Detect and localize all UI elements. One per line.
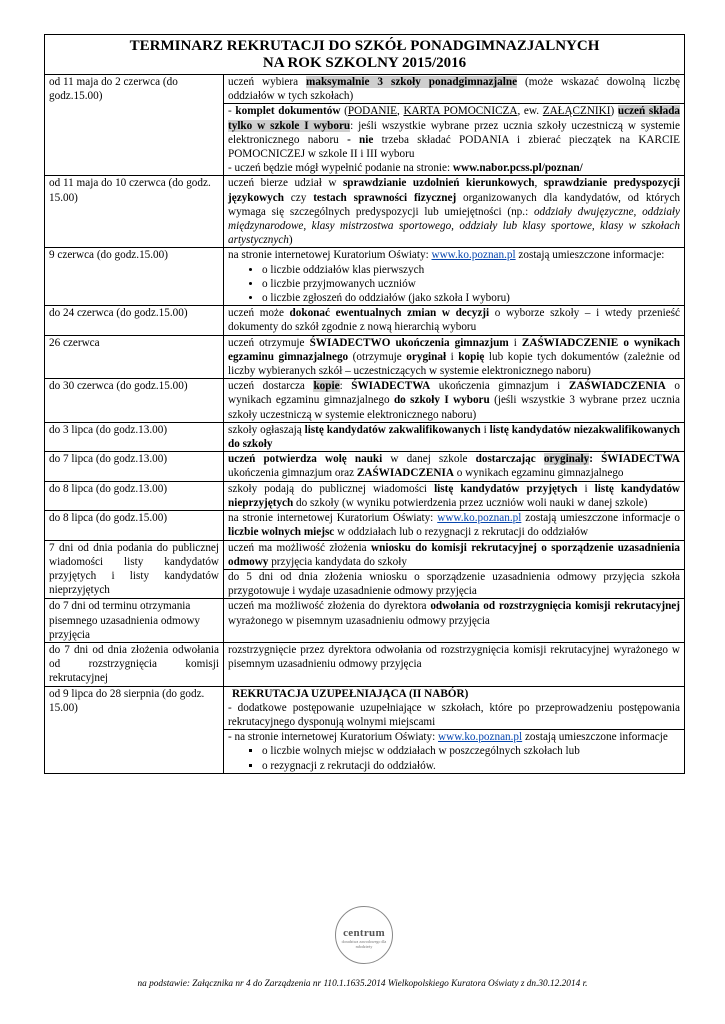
info-list [228, 263, 680, 306]
logo-subtext: doradztwa zawodowego dla młodzieży [341, 939, 387, 949]
schedule-page [44, 34, 685, 774]
table-row [45, 335, 685, 379]
list-item: ▪ o liczbie wolnych miejsc w oddziałach w poszczególnych szkołach lub [262, 744, 680, 758]
section-heading: REKRUTACJA UZUPEŁNIAJĄCA (II NABÓR) [232, 687, 469, 700]
description-cell: rozstrzygnięcie przez dyrektora odwołania od rozstrzygnięcia komisji rekrutacyjnej wyrażonego w pisemnym uzasadnieniu odmowy przyjęcia [224, 642, 685, 686]
highlight-text: uczeń składa tylko w szkole I wyboru [228, 105, 681, 132]
description-cell: na stronie internetowej Kuratorium Oświaty: www.ko.poznan.pl zostają umieszczone informacje o liczbie wolnych miejsc w oddziałach lub o rezygnacji z rekrutacji do oddziałów [224, 511, 685, 540]
description-cell: szkoły podają do publicznej wiadomości listę kandydatów przyjętych i listę kandydatów nieprzyjętych do szkoły (w wyniku potwierdzenia przez uczniów woli nauki w danej szkole) [224, 481, 685, 510]
description-cell [224, 540, 685, 599]
description-cell: szkoły ogłaszają listę kandydatów zakwalifikowanych i listę kandydatów niezakwalifikowanych do szkoły [224, 422, 685, 451]
date-cell: do 7 lipca (do godz.13.00) [45, 452, 224, 481]
date-cell: do 8 lipca (do godz.15.00) [45, 511, 224, 540]
date-cell: do 24 czerwca (do godz.15.00) [45, 306, 224, 335]
date-cell: 9 czerwca (do godz.15.00) [45, 248, 224, 306]
nabor-url: www.nabor.pcss.pl/poznan/ [452, 162, 583, 175]
date-cell: od 11 maja do 10 czerwca (do godz. 15.00) [45, 176, 224, 248]
kuratorium-link[interactable]: www.ko.poznan.pl [437, 512, 522, 525]
logo-text: centrum [343, 927, 385, 939]
description-cell: uczeń może dokonać ewentualnych zmian w decyzji o wyborze szkoły – i wtedy przenieść dokumenty do szkół zgodnie z nową hierarchią wyboru [224, 306, 685, 335]
table-row [45, 642, 685, 686]
kuratorium-link[interactable]: www.ko.poznan.pl [431, 249, 516, 262]
table-row [45, 306, 685, 335]
table-row [45, 176, 685, 248]
description-cell: uczeń otrzymuje ŚWIADECTWO ukończenia gimnazjum i ZAŚWIADCZENIE o wynikach egzaminu gimnazjalnego (otrzymuje oryginał i kopię lub kopie tych dokumentów (zależnie od liczby wybieranych szkół – uczestniczących w systemie elektronicznego naboru) [224, 335, 685, 379]
date-cell: do 3 lipca (do godz.13.00) [45, 422, 224, 451]
title-line-1: TERMINARZ REKRUTACJI DO SZKÓŁ PONADGIMNAZJALNYCH [129, 38, 600, 54]
paragraph: do 5 dni od dnia złożenia wniosku o sporządzenie uzasadnienia odmowy przyjęcia szkoła przygotowuje i wydaje uzasadnienie odmowy przyjęcia [228, 570, 680, 598]
info-list [228, 744, 680, 772]
paragraph: uczeń ma możliwość złożenia wniosku do komisji rekrutacyjnej o sporządzenie uzasadnienia odmowy przyjęcia kandydata do szkoły [224, 541, 684, 570]
highlight-text: kopie [313, 380, 340, 393]
date-cell: 26 czerwca [45, 335, 224, 379]
paragraph: - na stronie internetowej Kuratorium Oświaty: www.ko.poznan.pl zostają umieszczone informacje [228, 731, 668, 744]
date-cell: od 9 lipca do 28 sierpnia (do godz. 15.00) [45, 686, 224, 773]
centrum-logo [335, 906, 393, 964]
kuratorium-link[interactable]: www.ko.poznan.pl [438, 731, 523, 744]
table-row [45, 422, 685, 451]
description-cell [224, 75, 685, 176]
table-row [45, 686, 685, 773]
title-line-2: NA ROK SZKOLNY 2015/2016 [262, 55, 467, 71]
schedule-table [44, 74, 685, 774]
table-row [45, 75, 685, 176]
table-row [45, 248, 685, 306]
description-cell: uczeń ma możliwość złożenia do dyrektora odwołania od rozstrzygnięcia komisji rekrutacyjnej wyrażonego w pisemnym uzasadnieniu odmowy przyjęcia [224, 599, 685, 643]
date-cell: do 30 czerwca (do godz.15.00) [45, 379, 224, 423]
paragraph: - komplet dokumentów (PODANIE, KARTA POMOCNICZA, ew. ZAŁĄCZNIKI) uczeń składa tylko w szkole I wyboru: jeśli wszystkie wybrane przez ucznia szkoły uczestniczą w systemie elektronicznego naboru - nie trzeba składać PODANIA i zbierać pieczątek na KARCIE POMOCNICZEJ w szkole II i III wyboru [224, 103, 684, 161]
date-cell: do 8 lipca (do godz.13.00) [45, 481, 224, 510]
description-cell: uczeń potwierdza wolę nauki w danej szkole dostarczając oryginały: ŚWIADECTWA ukończenia gimnazjum oraz ZAŚWIADCZENIA o wynikach egzaminu gimnazjalnego [224, 452, 685, 481]
date-cell: do 7 dni od terminu otrzymania pisemnego uzasadnienia odmowy przyjęcia [45, 599, 224, 643]
list-item: • o liczbie oddziałów klas pierwszych [262, 263, 680, 277]
table-row [45, 452, 685, 481]
table-row [45, 481, 685, 510]
description-cell: uczeń dostarcza kopie: ŚWIADECTWA ukończenia gimnazjum i ZAŚWIADCZENIA o wynikach egzaminu gimnazjalnego do szkoły I wyboru (jeśli wszystkie 3 wybrane przez ucznia szkoły uczestniczą w systemie elektronicznego naboru) [224, 379, 685, 423]
paragraph: - uczeń będzie mógł wypełnić podanie na stronie: www.nabor.pcss.pl/poznan/ [228, 162, 583, 175]
table-row [45, 599, 685, 643]
description-cell: uczeń bierze udział w sprawdzianie uzdolnień kierunkowych, sprawdzianie predyspozycji językowych czy testach sprawności fizycznej organizowanych dla kandydatów, od których wymaga się szczególnych predyspozycji lub umiejętności (np.: oddziały dwujęzyczne, oddziały międzynarodowe, klasy mistrzostwa sportowego, oddziały lub klasy sportowe, klasy w szkołach artystycznych) [224, 176, 685, 248]
highlight-text: maksymalnie 3 szkoły ponadgimnazjalne [306, 76, 518, 88]
footer-note: na podstawie: Załącznika nr 4 do Zarządzenia nr 110.1.1635.2014 Wielkopolskiego Kuratora Oświaty z dn.30.12.2014 r. [137, 979, 588, 989]
highlight-text: oryginały [543, 453, 590, 466]
table-row [45, 379, 685, 423]
description-cell: na stronie internetowej Kuratorium Oświaty: www.ko.poznan.pl zostają umieszczone informacje: • o liczbie oddziałów klas pierwszych • o liczbie przyjmowanych uczniów • o liczbie zgłoszeń do oddziałów (jako szkoła I wyboru) [224, 248, 685, 306]
date-cell: 7 dni od dnia podania do publicznej wiadomości listy kandydatów przyjętych i listy kandydatów nieprzyjętych [45, 540, 224, 599]
table-row [45, 511, 685, 540]
page-title [44, 34, 685, 74]
date-cell: od 11 maja do 2 czerwca (do godz.15.00) [45, 75, 224, 176]
paragraph: - dodatkowe postępowanie uzupełniające w szkołach, które po przeprowadzeniu postępowania rekrutacyjnego dysponują wolnymi miejscami [224, 701, 684, 730]
description-cell [224, 686, 685, 773]
list-item: ▪ o rezygnacji z rekrutacji do oddziałów. [262, 759, 680, 773]
date-cell: do 7 dni od dnia złożenia odwołania od rozstrzygnięcia komisji rekrutacyjnej [45, 642, 224, 686]
table-row [45, 540, 685, 599]
list-item: • o liczbie przyjmowanych uczniów [262, 277, 680, 291]
paragraph: uczeń wybiera maksymalnie 3 szkoły ponadgimnazjalne (może wskazać dowolną liczbę oddziałów w tych szkołach) [228, 76, 680, 103]
list-item: • o liczbie zgłoszeń do oddziałów (jako szkoła I wyboru) [262, 291, 680, 305]
